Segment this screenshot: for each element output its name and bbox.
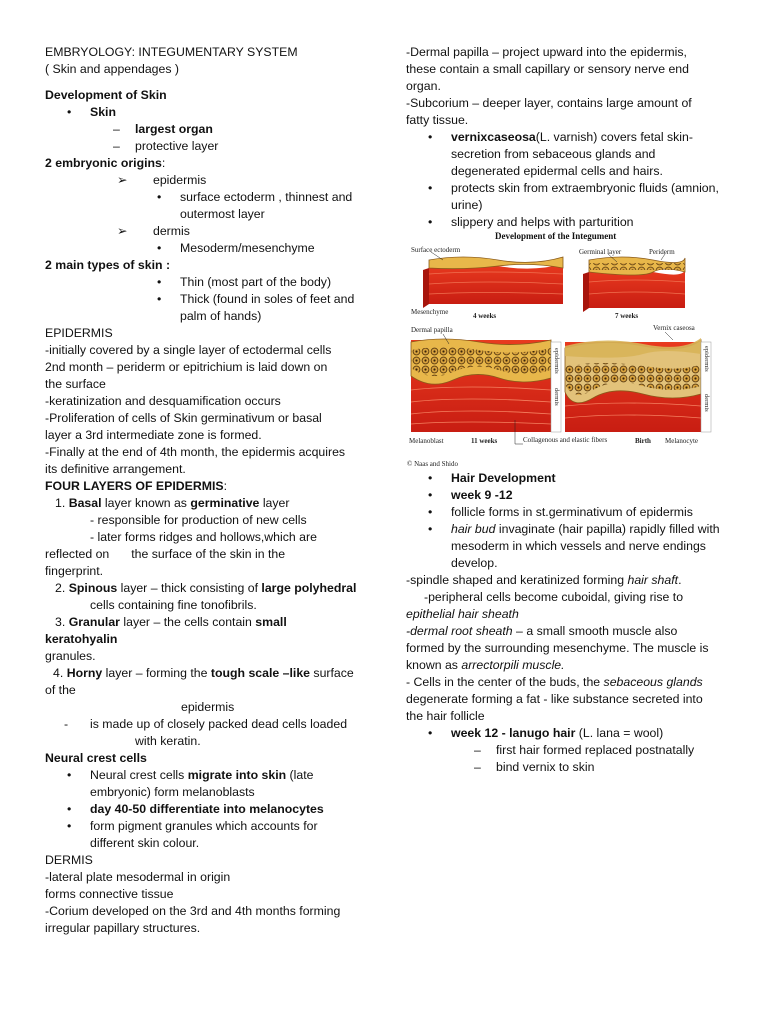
list-item: – protective layer (113, 139, 219, 153)
list-item: – largest organ (113, 122, 213, 136)
list-item: • form pigment granules which accounts for different skin colour. (67, 819, 318, 850)
list-item: • protects skin from extraembryonic fluids (amnion, urine) (428, 181, 719, 212)
layer-basal: 1. Basal layer known as germinative layer (55, 496, 290, 510)
list-item: – bind vernix to skin (474, 760, 595, 774)
text-line: the surface (45, 377, 106, 391)
text-line: degenerate forming a fat - like substance secreted into (406, 692, 703, 706)
list-item: - is made up of closely packed dead cells loaded (64, 717, 348, 731)
label-epidermis-vertical: epidermis (553, 348, 560, 374)
panel-7-weeks (579, 248, 685, 320)
label-7-weeks: 7 weeks (615, 312, 639, 320)
text-line: fingerprint. (45, 564, 104, 578)
layer-granular: 3. Granular layer – the cells contain small (55, 615, 287, 629)
label-dermis-vertical-birth: dermis (703, 394, 710, 412)
dermis-heading: DERMIS (45, 853, 93, 867)
text-line: -peripheral cells become cuboidal, giving rise to (424, 590, 684, 604)
text-line: organ. (406, 79, 441, 93)
right-column-top (406, 44, 726, 231)
list-item: • Hair Development (428, 471, 556, 485)
figure-copyright: © Naas and Shido (407, 460, 459, 468)
list-item: ➢ dermis (117, 224, 190, 238)
right-column-bottom (406, 470, 726, 776)
text-line: - later forms ridges and hollows,which are (90, 530, 317, 544)
text-line: - Cells in the center of the buds, the sebaceous glands (406, 675, 703, 689)
text-line: granules. (45, 649, 96, 663)
text-line: reflected on the surface of the skin in the (45, 547, 286, 561)
integument-development-figure (403, 230, 733, 472)
text-line: keratohyalin (45, 632, 118, 646)
list-item: • Skin (67, 105, 116, 119)
label-collagen-wrap (523, 436, 613, 460)
text-line: -spindle shaped and keratinized forming hair shaft. (406, 573, 682, 587)
list-item: • follicle forms in st.germinativum of epidermis (428, 505, 693, 519)
types-heading: 2 main types of skin : (45, 258, 171, 272)
panel-4-weeks (411, 246, 563, 320)
list-item: • day 40-50 differentiate into melanocytes (67, 802, 324, 816)
label-collagen: Collagenous and elastic fibers (523, 436, 608, 444)
list-item: • week 12 - lanugo hair (L. lana = wool) (428, 726, 664, 740)
text-line: known as arrectorpili muscle. (406, 658, 565, 672)
neural-heading: Neural crest cells (45, 751, 147, 765)
epidermis-heading: EPIDERMIS (45, 326, 113, 340)
spacer (45, 78, 365, 87)
text-line: irregular papillary structures. (45, 921, 201, 935)
text-line: forms connective tissue (45, 887, 174, 901)
list-item: • week 9 -12 (428, 488, 513, 502)
label-dermal-papilla: Dermal papilla (411, 326, 453, 334)
label-birth: Birth (635, 437, 651, 445)
list-item: – first hair formed replaced postnatally (474, 743, 695, 757)
label-periderm: Periderm (649, 248, 675, 256)
list-item: • vernixcaseosa(L. varnish) covers fetal skin- secretion from sebaceous glands and degenerated epidermal cells and hairs. (428, 130, 693, 178)
text-line: with keratin. (135, 734, 201, 748)
label-11-weeks: 11 weeks (471, 437, 498, 445)
text-line: fatty tissue. (406, 113, 469, 127)
label-epidermis-vertical-birth: epidermis (703, 346, 710, 372)
four-layers-heading: FOUR LAYERS OF EPIDERMIS: (45, 479, 227, 493)
label-germinal-layer: Germinal layer (579, 248, 622, 256)
layer-horny: 4. Horny layer – forming the tough scale –like surface (53, 666, 354, 680)
list-item: • Mesoderm/mesenchyme (157, 241, 315, 255)
text-line: epithelial hair sheath (406, 607, 519, 621)
label-surface-ectoderm: Surface ectoderm (411, 246, 461, 254)
text-line: layer a 3rd intermediate zone is formed. (45, 428, 262, 442)
text-line: the hair follicle (406, 709, 485, 723)
label-mesenchyme: Mesenchyme (411, 308, 449, 316)
list-item: • Neural crest cells migrate into skin (late embryonic) form melanoblasts (67, 768, 314, 799)
layer-spinous: 2. Spinous layer – thick consisting of large polyhedral (55, 581, 357, 595)
list-item: • Thin (most part of the body) (157, 275, 332, 289)
text-line: formed by the surrounding mesenchyme. The muscle is (406, 641, 709, 655)
text-line: its definitive arrangement. (45, 462, 186, 476)
list-item: • hair bud invaginate (hair papilla) rapidly filled with mesoderm in which vessels and nerve endings develop. (428, 522, 720, 570)
label-melanoblast: Melanoblast (409, 437, 444, 445)
panel-11-weeks (409, 326, 561, 445)
list-item: ➢ epidermis (117, 173, 207, 187)
left-column (45, 44, 365, 937)
text-line: - responsible for production of new cells (90, 513, 307, 527)
text-line: of the (45, 683, 76, 697)
origins-heading: 2 embryonic origins: (45, 156, 166, 170)
text-line: -initially covered by a single layer of ectodermal cells (45, 343, 332, 357)
panel-birth (565, 324, 711, 445)
text-line: -lateral plate mesodermal in origin (45, 870, 231, 884)
label-4-weeks: 4 weeks (473, 312, 497, 320)
doc-subtitle: ( Skin and appendages ) (45, 62, 179, 76)
text-line: -Dermal papilla – project upward into the epidermis, (406, 45, 687, 59)
label-melanocyte: Melanocyte (665, 437, 699, 445)
label-vernix-caseosa: Vernix caseosa (653, 324, 695, 332)
text-line: -Proliferation of cells of Skin germinativum or basal (45, 411, 322, 425)
text-line: -Finally at the end of 4th month, the epidermis acquires (45, 445, 346, 459)
text-line: these contain a small capillary or sensory nerve end (406, 62, 689, 76)
text-line: -Subcorium – deeper layer, contains large amount of (406, 96, 692, 110)
text-line: -dermal root sheath – a small smooth muscle also (406, 624, 678, 638)
list-item: • slippery and helps with parturition (428, 215, 634, 229)
figure-svg (403, 230, 733, 472)
section-heading: Development of Skin (45, 88, 167, 102)
text-line: -Corium developed on the 3rd and 4th months forming (45, 904, 341, 918)
doc-title: EMBRYOLOGY: INTEGUMENTARY SYSTEM (45, 45, 298, 59)
text-line: 2nd month – periderm or epitrichium is laid down on (45, 360, 328, 374)
text-line: -keratinization and desquamification occurs (45, 394, 281, 408)
figure-title: Development of the Integument (495, 231, 617, 241)
list-item: • surface ectoderm , thinnest and outermost layer (157, 190, 353, 221)
list-item: • Thick (found in soles of feet and palm of hands) (157, 292, 355, 323)
label-dermis-vertical: dermis (553, 388, 560, 406)
text-line: cells containing fine tonofibrils. (90, 598, 257, 612)
text-line: epidermis (181, 700, 235, 714)
